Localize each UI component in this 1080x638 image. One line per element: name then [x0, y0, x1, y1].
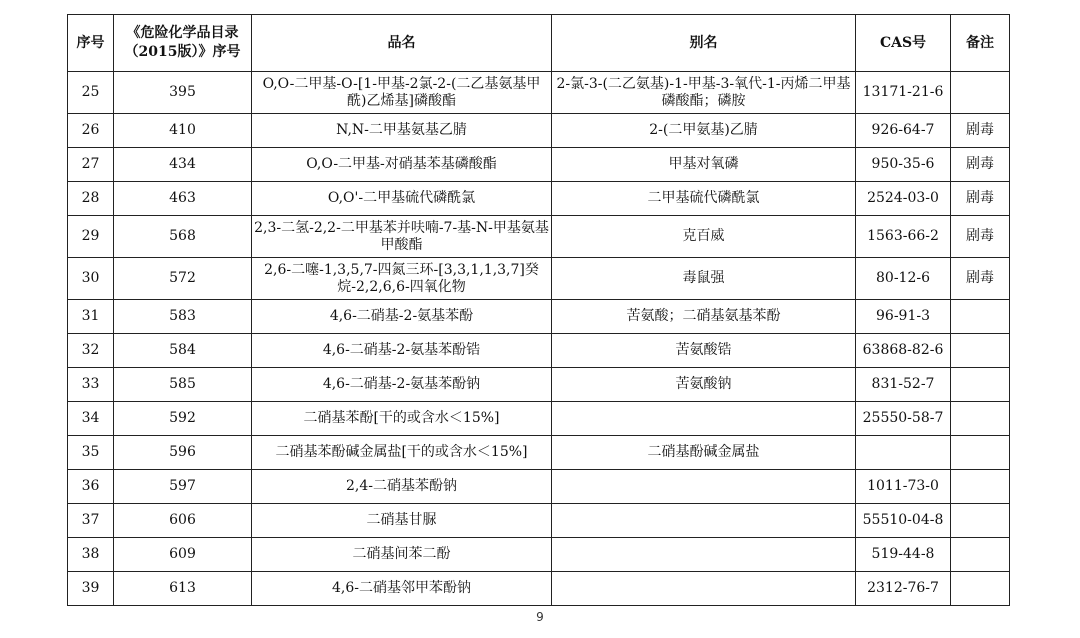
cell-name: 4,6-二硝基-2-氨基苯酚钠	[252, 368, 552, 402]
cell-remark	[951, 300, 1010, 334]
chemicals-table	[67, 14, 1010, 606]
cell-cas: 1011-73-0	[856, 470, 951, 504]
cell-alias: 苦氨酸钠	[552, 368, 856, 402]
cell-alias: 2-氯-3-(二乙氨基)-1-甲基-3-氧代-1-丙烯二甲基磷酸酯；磷胺	[552, 72, 856, 114]
table-row	[68, 538, 1010, 572]
cell-name: 二硝基苯酚[干的或含水＜15%]	[252, 402, 552, 436]
cell-seq: 39	[68, 572, 114, 606]
cell-remark	[951, 402, 1010, 436]
cell-cas: 519-44-8	[856, 538, 951, 572]
cell-name: 二硝基间苯二酚	[252, 538, 552, 572]
table-row	[68, 334, 1010, 368]
cell-catalog-seq: 395	[114, 72, 252, 114]
cell-catalog-seq: 434	[114, 148, 252, 182]
cell-seq: 29	[68, 216, 114, 258]
table-row	[68, 182, 1010, 216]
cell-cas: 25550-58-7	[856, 402, 951, 436]
cell-remark	[951, 436, 1010, 470]
cell-remark	[951, 538, 1010, 572]
cell-seq: 34	[68, 402, 114, 436]
cell-seq: 32	[68, 334, 114, 368]
cell-remark	[951, 504, 1010, 538]
table-row	[68, 72, 1010, 114]
cell-name: 2,6-二噻-1,3,5,7-四氮三环-[3,3,1,1,3,7]癸烷-2,2,6,6-四氧化物	[252, 258, 552, 300]
table-row	[68, 368, 1010, 402]
cell-catalog-seq: 584	[114, 334, 252, 368]
header-cas: CAS号	[856, 15, 951, 72]
cell-name: 4,6-二硝基邻甲苯酚钠	[252, 572, 552, 606]
cell-name: 二硝基苯酚碱金属盐[干的或含水＜15%]	[252, 436, 552, 470]
cell-alias	[552, 572, 856, 606]
cell-name: 4,6-二硝基-2-氨基苯酚	[252, 300, 552, 334]
cell-catalog-seq: 597	[114, 470, 252, 504]
table-row	[68, 300, 1010, 334]
cell-name: 2,3-二氢-2,2-二甲基苯并呋喃-7-基-N-甲基氨基甲酸酯	[252, 216, 552, 258]
table-row	[68, 504, 1010, 538]
cell-cas: 831-52-7	[856, 368, 951, 402]
table-row	[68, 216, 1010, 258]
cell-alias: 二甲基硫代磷酰氯	[552, 182, 856, 216]
cell-cas: 13171-21-6	[856, 72, 951, 114]
cell-alias: 二硝基酚碱金属盐	[552, 436, 856, 470]
cell-remark	[951, 72, 1010, 114]
cell-name: N,N-二甲基氨基乙腈	[252, 114, 552, 148]
cell-catalog-seq: 609	[114, 538, 252, 572]
cell-alias: 克百威	[552, 216, 856, 258]
table-row	[68, 148, 1010, 182]
cell-remark: 剧毒	[951, 182, 1010, 216]
cell-seq: 30	[68, 258, 114, 300]
cell-cas: 96-91-3	[856, 300, 951, 334]
cell-remark	[951, 368, 1010, 402]
cell-seq: 28	[68, 182, 114, 216]
cell-seq: 33	[68, 368, 114, 402]
header-remark: 备注	[951, 15, 1010, 72]
table-row	[68, 436, 1010, 470]
cell-remark: 剧毒	[951, 148, 1010, 182]
cell-alias: 苦氨酸；二硝基氨基苯酚	[552, 300, 856, 334]
table-row	[68, 402, 1010, 436]
table-row	[68, 114, 1010, 148]
cell-remark	[951, 572, 1010, 606]
cell-name: O,O-二甲基-对硝基苯基磷酸酯	[252, 148, 552, 182]
cell-seq: 36	[68, 470, 114, 504]
cell-catalog-seq: 606	[114, 504, 252, 538]
table-header-row	[68, 15, 1010, 72]
cell-name: 二硝基甘脲	[252, 504, 552, 538]
cell-remark	[951, 334, 1010, 368]
cell-alias	[552, 470, 856, 504]
cell-name: O,O'-二甲基硫代磷酰氯	[252, 182, 552, 216]
cell-catalog-seq: 568	[114, 216, 252, 258]
cell-alias	[552, 504, 856, 538]
cell-catalog-seq: 583	[114, 300, 252, 334]
cell-catalog-seq: 585	[114, 368, 252, 402]
cell-alias	[552, 402, 856, 436]
cell-seq: 26	[68, 114, 114, 148]
header-alias: 别名	[552, 15, 856, 72]
cell-seq: 35	[68, 436, 114, 470]
cell-alias: 甲基对氧磷	[552, 148, 856, 182]
cell-remark: 剧毒	[951, 216, 1010, 258]
cell-cas: 950-35-6	[856, 148, 951, 182]
table-row	[68, 258, 1010, 300]
cell-name: O,O-二甲基-O-[1-甲基-2氯-2-(二乙基氨基甲酰)乙烯基]磷酸酯	[252, 72, 552, 114]
table-row	[68, 470, 1010, 504]
cell-cas: 926-64-7	[856, 114, 951, 148]
cell-catalog-seq: 613	[114, 572, 252, 606]
cell-name: 4,6-二硝基-2-氨基苯酚锆	[252, 334, 552, 368]
cell-seq: 25	[68, 72, 114, 114]
header-catalog-seq: 《危险化学品目录（2015版）》序号	[114, 15, 252, 72]
cell-catalog-seq: 572	[114, 258, 252, 300]
table-row	[68, 572, 1010, 606]
cell-remark: 剧毒	[951, 258, 1010, 300]
cell-catalog-seq: 596	[114, 436, 252, 470]
header-seq: 序号	[68, 15, 114, 72]
cell-remark: 剧毒	[951, 114, 1010, 148]
cell-alias: 毒鼠强	[552, 258, 856, 300]
cell-alias: 苦氨酸锆	[552, 334, 856, 368]
cell-cas: 2312-76-7	[856, 572, 951, 606]
cell-cas: 55510-04-8	[856, 504, 951, 538]
cell-catalog-seq: 463	[114, 182, 252, 216]
cell-remark	[951, 470, 1010, 504]
cell-seq: 37	[68, 504, 114, 538]
cell-name: 2,4-二硝基苯酚钠	[252, 470, 552, 504]
cell-cas: 80-12-6	[856, 258, 951, 300]
cell-cas: 1563-66-2	[856, 216, 951, 258]
cell-catalog-seq: 410	[114, 114, 252, 148]
page-number: 9	[536, 610, 544, 624]
cell-alias	[552, 538, 856, 572]
cell-alias: 2-(二甲氨基)乙腈	[552, 114, 856, 148]
header-name: 品名	[252, 15, 552, 72]
cell-seq: 31	[68, 300, 114, 334]
cell-cas	[856, 436, 951, 470]
cell-seq: 38	[68, 538, 114, 572]
cell-cas: 63868-82-6	[856, 334, 951, 368]
cell-catalog-seq: 592	[114, 402, 252, 436]
cell-seq: 27	[68, 148, 114, 182]
cell-cas: 2524-03-0	[856, 182, 951, 216]
